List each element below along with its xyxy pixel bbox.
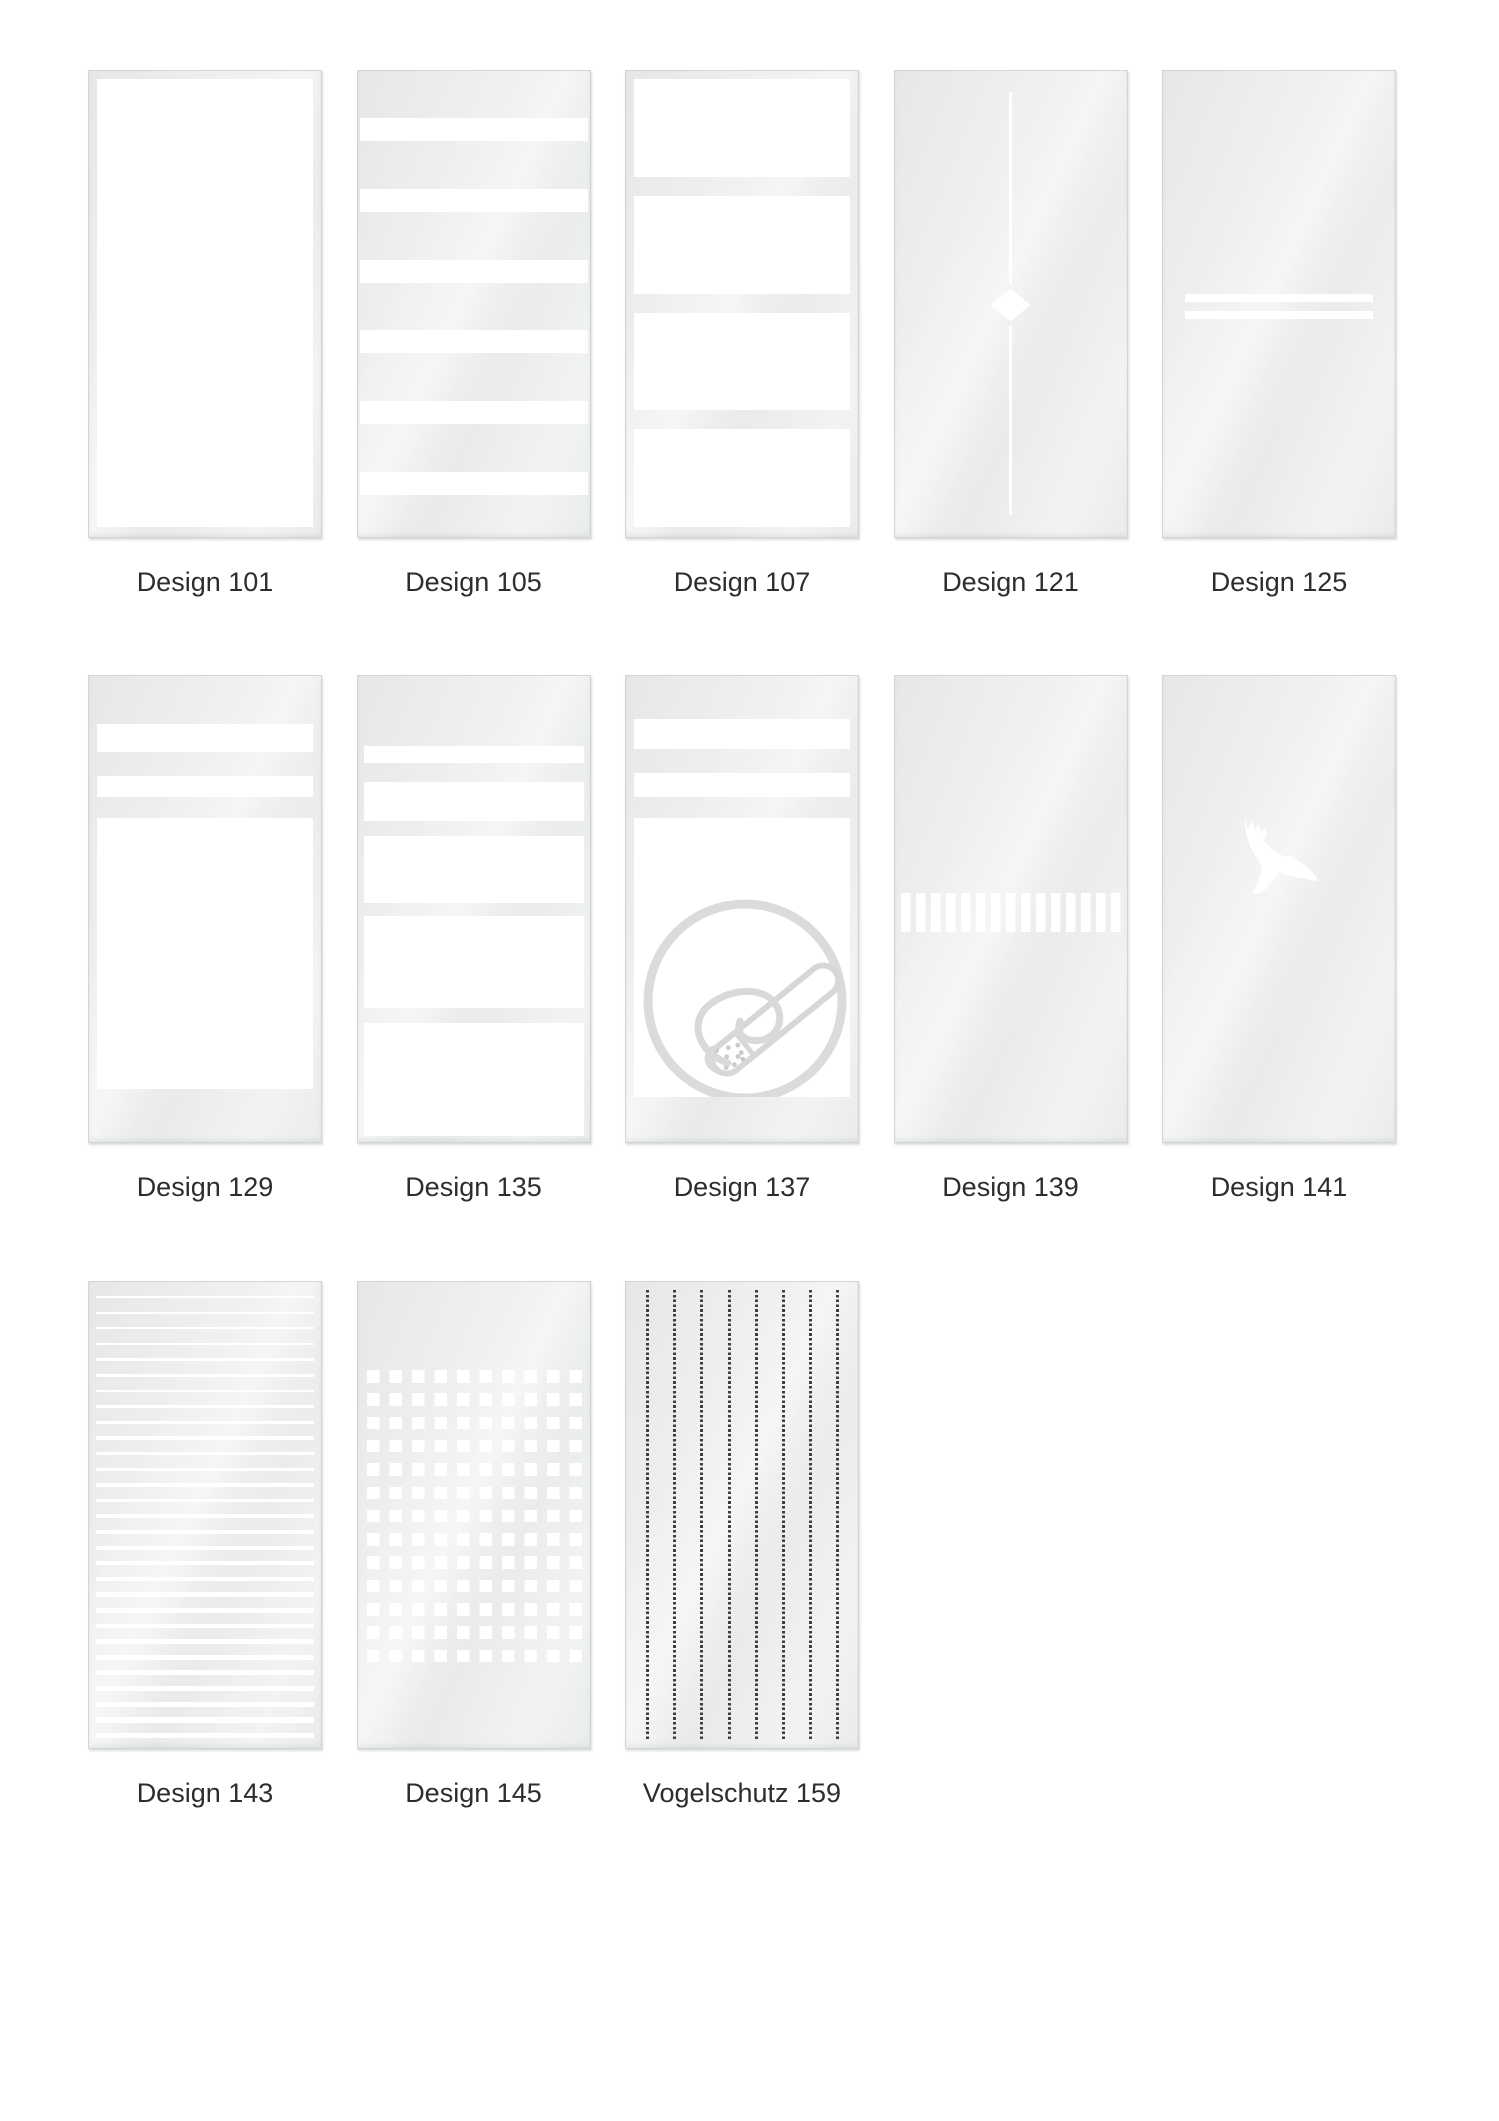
clear-block-stack (634, 79, 850, 527)
clear-thin-stripe (96, 1624, 314, 1629)
clear-glass-area (97, 79, 313, 527)
dashed-vertical-line (836, 1290, 839, 1740)
clear-block (364, 782, 584, 821)
dashed-vertical-line (700, 1290, 703, 1740)
design-row-2 (88, 675, 1396, 1204)
dashed-vertical-line (646, 1290, 649, 1740)
design-tile-101 (88, 70, 322, 599)
clear-line-top-segment (1009, 92, 1012, 284)
design-caption: Vogelschutz 159 (642, 1778, 842, 1808)
design-tile-129 (88, 675, 322, 1204)
clear-square-row (367, 1487, 582, 1500)
clear-thin-stripe (96, 1390, 314, 1393)
design-caption: Design 139 (942, 1172, 1079, 1202)
design-tile-105 (357, 70, 591, 599)
clear-square-row (367, 1580, 582, 1593)
design-tile-125 (1162, 70, 1396, 599)
clear-stripe (360, 118, 588, 141)
glass-panel-design-135 (357, 675, 591, 1143)
clear-stripe (360, 330, 588, 353)
clear-thin-stripe (96, 1405, 314, 1408)
clear-line-bottom-segment (1009, 326, 1012, 515)
clear-block (364, 746, 584, 763)
clear-thin-stripe (96, 1733, 314, 1739)
clear-square-row (367, 1533, 582, 1546)
clear-thin-stripe (96, 1561, 314, 1565)
design-tile-139 (894, 675, 1128, 1204)
design-caption: Design 107 (673, 567, 811, 597)
clear-square-row (367, 1556, 582, 1569)
glass-panel-design-125 (1162, 70, 1396, 538)
clear-square-row (367, 1463, 582, 1476)
dashed-vertical-line (782, 1290, 785, 1740)
glass-panel-design-121 (894, 70, 1128, 538)
design-caption: Design 143 (136, 1778, 274, 1808)
design-row-3 (88, 1281, 859, 1810)
design-tile-143 (88, 1281, 322, 1810)
design-tile-137 (625, 675, 859, 1204)
glass-panel-design-129 (88, 675, 322, 1143)
design-tile-121 (894, 70, 1128, 599)
clear-square-row (367, 1650, 582, 1663)
clear-thin-stripe (96, 1530, 314, 1534)
design-caption: Design 135 (405, 1172, 542, 1202)
clear-thin-stripe (96, 1514, 314, 1518)
glass-panel-design-143 (88, 1281, 322, 1749)
clear-thin-stripe (96, 1655, 314, 1660)
design-caption: Design 141 (1210, 1172, 1348, 1202)
clear-square-row (367, 1626, 582, 1639)
clear-square-row (367, 1440, 582, 1453)
dashed-vertical-line (809, 1290, 812, 1740)
clear-thin-stripe (96, 1639, 314, 1644)
clear-thin-stripe (96, 1468, 314, 1471)
clear-square-row (367, 1417, 582, 1430)
clear-horizontal-line (1185, 311, 1373, 319)
clear-glass-block (634, 79, 850, 177)
clear-thin-stripe (96, 1296, 314, 1298)
bird-silhouette-icon (1231, 818, 1321, 896)
clear-stripe (360, 189, 588, 212)
diamond-shape (991, 289, 1031, 321)
clear-thin-stripe (96, 1717, 314, 1722)
clear-square-row (367, 1370, 582, 1383)
glass-panel-design-107 (625, 70, 859, 538)
clear-stripe (97, 724, 313, 752)
design-row-1 (88, 70, 1396, 599)
design-caption: Design 105 (405, 567, 542, 597)
clear-thin-stripe (96, 1592, 314, 1596)
clear-square-row (367, 1510, 582, 1523)
design-caption: Design 125 (1210, 567, 1348, 597)
glass-panel-design-145 (357, 1281, 591, 1749)
clear-glass-area (97, 818, 313, 1089)
glass-panel-design-139 (894, 675, 1128, 1143)
dashed-vertical-line (728, 1290, 731, 1740)
design-caption: Design 129 (136, 1172, 274, 1202)
clear-square-row (367, 1603, 582, 1616)
clear-square-row (367, 1393, 582, 1406)
clear-thin-stripe (96, 1670, 314, 1675)
design-tile-107 (625, 70, 859, 599)
design-tile-141 (1162, 675, 1396, 1204)
clear-stripe (634, 773, 850, 797)
glass-panel-design-105 (357, 70, 591, 538)
dashed-vertical-line (755, 1290, 758, 1740)
clear-thin-stripe (96, 1483, 314, 1487)
clear-glass-block (634, 313, 850, 411)
clear-thin-stripe (96, 1608, 314, 1613)
clear-thin-stripe (96, 1343, 314, 1345)
design-caption: Design 101 (136, 567, 274, 597)
clear-thin-stripe (96, 1436, 314, 1439)
clear-bar-band (901, 893, 1126, 932)
glass-panel-vogelschutz-159 (625, 1281, 859, 1749)
clear-stripe (360, 401, 588, 424)
clear-block (364, 836, 584, 903)
clear-thin-stripe (96, 1577, 314, 1581)
clear-stripe (97, 776, 313, 797)
clear-horizontal-line (1185, 294, 1373, 302)
glass-panel-design-137 (625, 675, 859, 1143)
clear-thin-stripe (96, 1452, 314, 1455)
clear-thin-stripe (96, 1312, 314, 1314)
smoking-area-icon (634, 818, 850, 1097)
clear-thin-stripe (96, 1421, 314, 1424)
clear-block (364, 1023, 584, 1136)
clear-stripe (634, 719, 850, 749)
clear-thin-stripe (96, 1327, 314, 1329)
glass-panel-design-101 (88, 70, 322, 538)
dashed-vertical-line (673, 1290, 676, 1740)
glass-panel-design-141 (1162, 675, 1396, 1143)
clear-thin-stripe (96, 1499, 314, 1503)
design-tile-145 (357, 1281, 591, 1810)
design-caption: Design 121 (942, 567, 1079, 597)
design-tile-135 (357, 675, 591, 1204)
clear-glass-block (634, 429, 850, 527)
clear-glass-block (634, 196, 850, 294)
clear-thin-stripe (96, 1546, 314, 1550)
clear-thin-stripe (96, 1374, 314, 1377)
clear-stripe (360, 260, 588, 283)
clear-stripe (360, 472, 588, 495)
clear-thin-stripe (96, 1702, 314, 1707)
clear-thin-stripe (96, 1358, 314, 1361)
design-caption: Design 145 (405, 1778, 542, 1808)
clear-block (364, 916, 584, 1008)
clear-thin-stripe (96, 1686, 314, 1691)
design-caption: Design 137 (673, 1172, 811, 1202)
clear-glass-area (634, 818, 850, 1097)
design-tile-159 (625, 1281, 859, 1810)
